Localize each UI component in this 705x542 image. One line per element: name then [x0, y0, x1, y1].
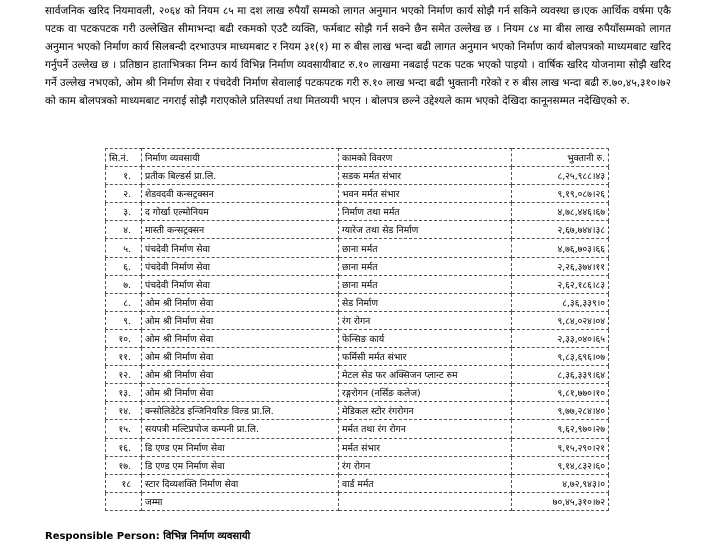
contractor-cell: पंचदेवी निर्माण सेवा [142, 257, 339, 275]
contractor-cell: पंचदेवी निर्माण सेवा [142, 239, 339, 257]
serial-cell: ९. [106, 311, 142, 329]
serial-cell: ८. [106, 293, 142, 311]
contractor-cell: प्रतीक बिल्डर्स प्रा.लि. [142, 167, 339, 185]
table-row [106, 402, 609, 420]
payment-cell: २,२६,३७४।११ [512, 257, 609, 275]
work-cell: मर्मत तथा रंग रोगन [339, 420, 512, 438]
serial-cell: १. [106, 167, 142, 185]
contractor-cell: ओम श्री निर्माण सेवा [142, 366, 339, 384]
payment-cell: ४,७२,९४३।० [512, 474, 609, 492]
total-value: ७०,४५,३१०।७२ [512, 492, 609, 510]
table-row [106, 366, 609, 384]
work-cell: फेन्सिङ कार्य [339, 329, 512, 347]
table-row [106, 384, 609, 402]
work-cell: रंग रोगन [339, 456, 512, 474]
serial-cell: ११. [106, 348, 142, 366]
contractor-cell: ओम श्री निर्माण सेवा [142, 329, 339, 347]
serial-cell: १५. [106, 420, 142, 438]
serial-cell: १६. [106, 438, 142, 456]
header-serial: सि.नं. [106, 149, 142, 167]
serial-cell: १४. [106, 402, 142, 420]
serial-cell: ७. [106, 275, 142, 293]
table-row [106, 329, 609, 347]
table-row [106, 293, 609, 311]
table-row [106, 203, 609, 221]
table-row [106, 438, 609, 456]
payment-cell: ८,३६,३३९।० [512, 293, 609, 311]
work-cell: सेड निर्माण [339, 293, 512, 311]
serial-cell: ४. [106, 221, 142, 239]
work-cell: वार्ड मर्मत [339, 474, 512, 492]
payment-cell: ९,८१,७७०।१० [512, 384, 609, 402]
table-row [106, 257, 609, 275]
payment-cell: ९,१४,८३२।६० [512, 456, 609, 474]
contractor-cell: ओम श्री निर्माण सेवा [142, 384, 339, 402]
payment-cell: ९,८४,०२४।०४ [512, 311, 609, 329]
audit-paragraph: सार्वजनिक खरिद नियमावली, २०६४ को नियम ८५ मा दश लाख रुपैयाँ सम्मको लागत अनुमान भएको निर्माण कार्य सोझै गर्न सकिने व्यवस्था छ।एक आर्थिक वर्षमा एकै पटक वा पटकपटक गरी उल्लेखित सीमाभन्दा बढी रकमको एउटै व्यक्ति, फर्मबाट सोझै गर्न सक्ने छैन समेत उल्लेख छ । नियम ८४ मा बीस लाख रुपैयाँसम्मको लागत अनुमान भएको निर्माण कार्य सिलबन्दी दरभाउपत्र माध्यमबाट र नियम ३१(१) मा रु बीस लाख भन्दा बढी लागत अनुमान भएको निर्माण कार्य बोलपत्रको माध्यमबाट खरिद गर्नुपर्ने उल्लेख छ । प्रतिष्ठान हाताभित्रका निम्न कार्य विभिन्न निर्माण व्यवसायीबाट रु.१० लाखमा नबढाई पटक पटक भएको पाइयो । वार्षिक खरिद योजनामा सोझै खरिद गर्ने उल्लेख नभएको, ओम श्री निर्माण सेवा र पंचदेवी निर्माण सेवालाई पटकपटक गरी रु.१० लाख भन्दा बढी भुक्तानी गरेको र रु बीस लाख भन्दा बढी रु.७०,४५,३१०।७२ को काम बोलपत्रको माध्यमबाट नगराई सोझै गराएकोले प्रतिस्पर्धा तथा मितव्ययी भएन । बोलपत्र छल्ने उद्देश्यले काम भएको देखिदा कानूनसम्मत नदेखिएको रु. [45, 5, 671, 108]
serial-cell: १२. [106, 366, 142, 384]
serial-cell: १०. [106, 329, 142, 347]
contractor-cell: ओम श्री निर्माण सेवा [142, 348, 339, 366]
contractor-cell: क्न्सोलिडेटेड इन्जिनियरिङ विल्ड प्रा.लि. [142, 402, 339, 420]
contractor-cell: ओम श्री निर्माण सेवा [142, 311, 339, 329]
serial-cell: १७. [106, 456, 142, 474]
table-total-row [106, 492, 609, 510]
contractor-cell: डि एण्ड एम निर्माण सेवा [142, 438, 339, 456]
serial-cell: ३. [106, 203, 142, 221]
contractor-cell: सयपत्री मल्टिप्रपोज कम्पनी प्रा.लि. [142, 420, 339, 438]
payment-cell: ९,६२,९७०।२७ [512, 420, 609, 438]
payment-cell: ९,१५,२९०।२१ [512, 438, 609, 456]
payment-cell: २,६२,१८६।८३ [512, 275, 609, 293]
table-row [106, 311, 609, 329]
table-row [106, 221, 609, 239]
serial-cell: ५. [106, 239, 142, 257]
table-header-row [106, 149, 609, 167]
work-cell: फर्मिसी मर्मत संभार [339, 348, 512, 366]
work-cell: मेटल सेड फर अक्सिजन प्लान्ट रुम [339, 366, 512, 384]
serial-cell: १३. [106, 384, 142, 402]
work-cell: छाना मर्मत [339, 275, 512, 293]
contractor-cell: द गोर्खा एल्मोनियम [142, 203, 339, 221]
work-cell: सडक मर्मत संभार [339, 167, 512, 185]
work-cell: रंग रोगन [339, 311, 512, 329]
table-row [106, 239, 609, 257]
header-contractor: निर्माण व्यवसायी [142, 149, 339, 167]
payment-cell: ९,७७,२८४।४० [512, 402, 609, 420]
table-row [106, 348, 609, 366]
payment-cell: ९,१९,०८७।२६ [512, 185, 609, 203]
work-cell: ग्यारेज तथा सेड निर्माण [339, 221, 512, 239]
table-row [106, 420, 609, 438]
payment-cell: ९,८३,६९६।०७ [512, 348, 609, 366]
contractor-cell: डि एण्ड एम निर्माण सेवा [142, 456, 339, 474]
work-cell: निर्माण तथा मर्मत [339, 203, 512, 221]
serial-cell: ६. [106, 257, 142, 275]
contractor-payment-table [105, 148, 609, 511]
responsible-person-heading: Responsible Person: विभिन्न निर्माण व्यवसायी [45, 531, 251, 542]
work-cell: भवन मर्मत संभार [339, 185, 512, 203]
total-label: जम्मा [142, 492, 339, 510]
contractor-cell: ओम श्री निर्माण सेवा [142, 293, 339, 311]
serial-cell: १८ [106, 474, 142, 492]
serial-cell: २. [106, 185, 142, 203]
table-row [106, 456, 609, 474]
table-row [106, 474, 609, 492]
contractor-cell: शेडवदवी कन्सट्रक्सन [142, 185, 339, 203]
payment-cell: ८,२५,९८८।४३ [512, 167, 609, 185]
contractor-cell: पंचदेवी निर्माण सेवा [142, 275, 339, 293]
work-cell: रङ्गरोगन (नर्सिङ कलेज) [339, 384, 512, 402]
total-serial-cell [106, 492, 142, 510]
header-work-description: कामको विवरण [339, 149, 512, 167]
payment-cell: ४,७८,४४६।६७ [512, 203, 609, 221]
table-row [106, 167, 609, 185]
table-row [106, 185, 609, 203]
work-cell: छाना मर्मत [339, 239, 512, 257]
payment-cell: ४,७६,७०३।६६ [512, 239, 609, 257]
payment-cell: ८,३६,३३९।६४ [512, 366, 609, 384]
contractor-cell: मास्ती कन्सट्रक्सन [142, 221, 339, 239]
work-cell: मर्मत संभार [339, 438, 512, 456]
contractor-cell: स्टार दिव्यशक्ति निर्माण सेवा [142, 474, 339, 492]
work-cell: छाना मर्मत [339, 257, 512, 275]
header-payment: भुक्तानी रु. [512, 149, 609, 167]
total-blank-cell [339, 492, 512, 510]
table-row [106, 275, 609, 293]
work-cell: मेडिकल स्टोर रंगरोगन [339, 402, 512, 420]
payment-cell: २,३३,०४०।६५ [512, 329, 609, 347]
payment-cell: २,६७,७४४।३८ [512, 221, 609, 239]
